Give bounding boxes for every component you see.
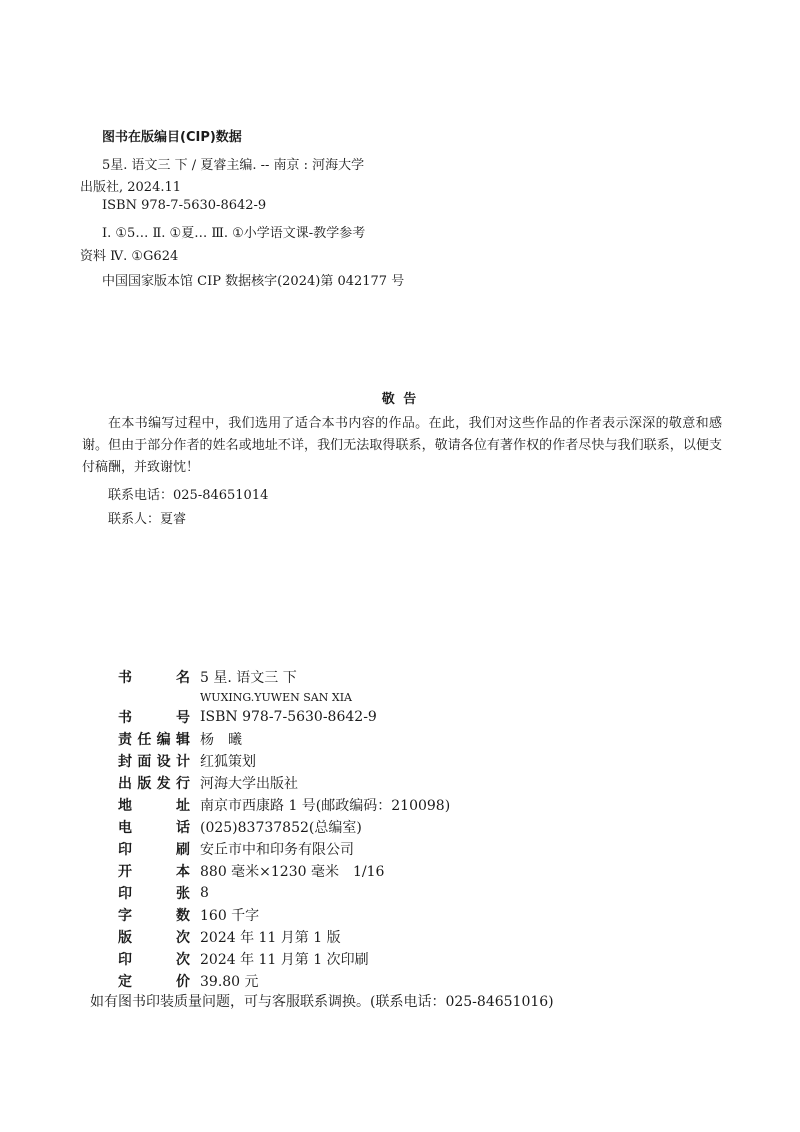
cip-line-6: 中国国家版本馆 CIP 数据核字(2024)第 042177 号 <box>102 274 405 289</box>
notice-person: 联系人：夏睿 <box>108 512 187 527</box>
info-row-title: 书名 5 星. 语文三 下 <box>118 670 297 686</box>
cip-line-1: 5星. 语文三 下 / 夏睿主编. -- 南京 : 河海大学 <box>102 158 365 173</box>
info-row-cover-design: 封面设计 红狐策划 <box>118 754 256 770</box>
notice-title: 敬 告 <box>381 392 419 407</box>
notice-body: 在本书编写过程中，我们选用了适合本书内容的作品。在此，我们对这些作品的作者表示深深的敬意和感谢。但由于部分作者的姓名或地址不详，我们无法取得联系，敬请各位有著作权的作者尽快与我们联系，以便支付稿酬，并致谢忱！ <box>82 416 722 475</box>
info-row-price: 定价 39.80 元 <box>118 974 259 990</box>
notice-phone: 联系电话：025-84651014 <box>108 488 269 503</box>
info-row-word-count: 字数 160 千字 <box>118 908 260 924</box>
footer-note: 如有图书印装质量问题，可与客服联系调换。(联系电话：025-84651016) <box>90 994 554 1010</box>
cip-line-4: Ⅰ. ①5… Ⅱ. ①夏… Ⅲ. ①小学语文课-教学参考 <box>102 226 366 241</box>
info-row-edition: 版次 2024 年 11 月第 1 版 <box>118 930 341 946</box>
cip-heading: 图书在版编目(CIP)数据 <box>102 130 242 145</box>
info-row-pinyin: WUXING.YUWEN SAN XIA <box>200 690 352 704</box>
info-row-isbn: 书号 ISBN 978-7-5630-8642-9 <box>118 709 377 726</box>
book-info-table <box>118 666 450 992</box>
info-row-printing: 印次 2024 年 11 月第 1 次印刷 <box>118 952 369 968</box>
info-row-editor: 责任编辑 杨 曦 <box>118 732 242 748</box>
cip-line-3: ISBN 978-7-5630-8642-9 <box>102 198 267 213</box>
cip-line-2: 出版社, 2024.11 <box>80 180 182 195</box>
info-row-format: 开本 880 毫米×1230 毫米 1/16 <box>118 864 385 880</box>
info-row-sheets: 印张 8 <box>118 885 209 902</box>
info-row-address: 地址 南京市西康路 1 号(邮政编码：210098) <box>118 798 451 814</box>
info-row-publisher: 出版发行 河海大学出版社 <box>118 776 298 792</box>
info-row-printer: 印刷 安丘市中和印务有限公司 <box>118 842 354 858</box>
cip-line-5: 资料 Ⅳ. ①G624 <box>80 249 179 264</box>
info-row-phone: 电话 (025)83737852(总编室) <box>118 820 362 836</box>
